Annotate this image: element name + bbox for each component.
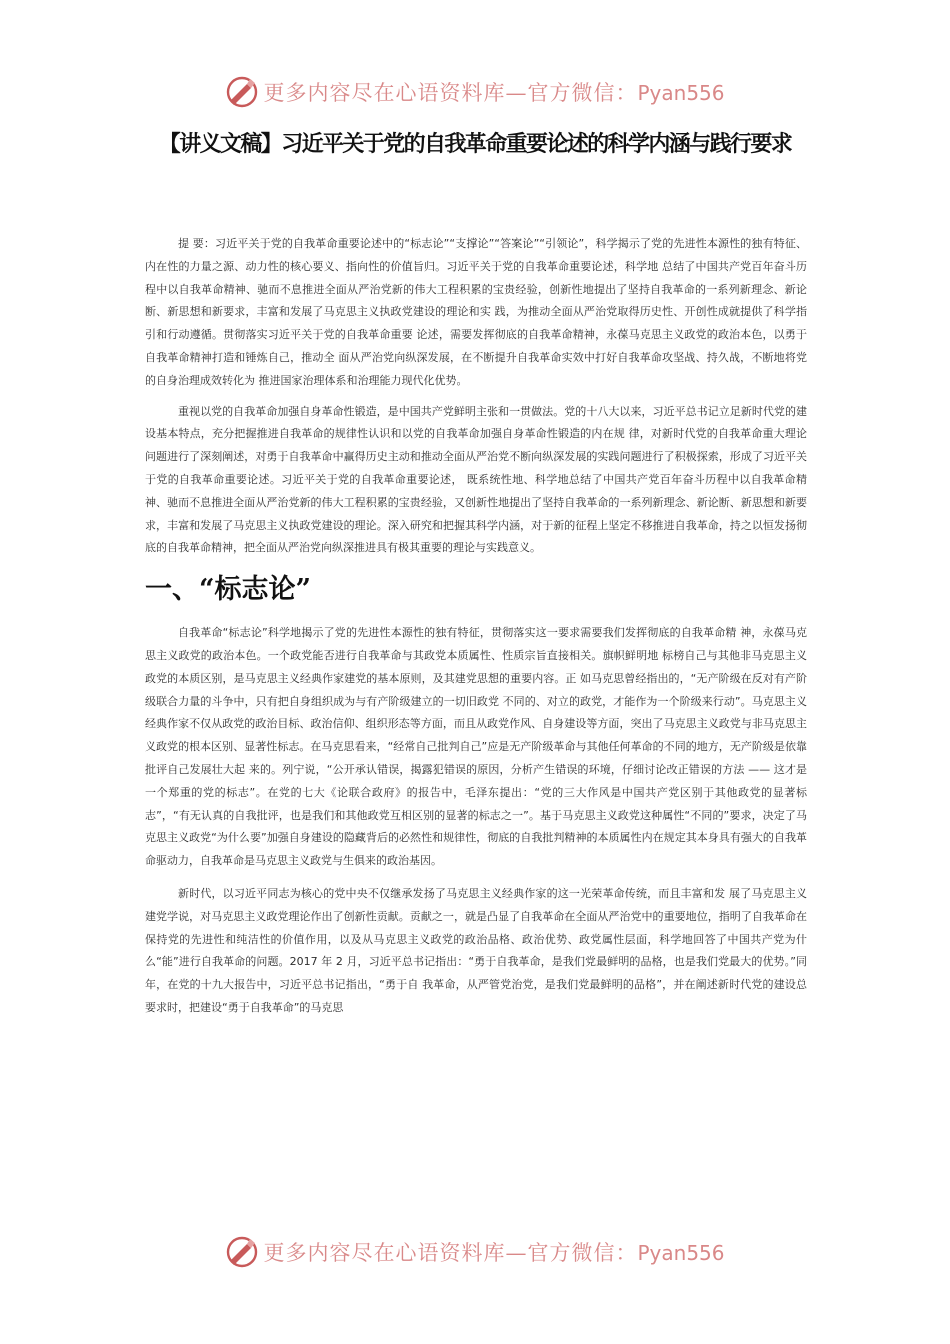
abstract-paragraph: 提 要：习近平关于党的自我革命重要论述中的“标志论”“支撑论”“答案论”“引领论”，科学揭示了党的先进性本源性的独有特征、内在性的力量之源、动力性的核心要义、指向性的价值旨归。习近平关于党的自我革命重要论述，科学地 总结了中国共产党百年奋斗历程中以自我革命精神、驰而不息推进全面从严治党新的伟大工程积累的宝贵经验，创新性地提出了坚持自我革命的一系列新理念、新论断、新思想和新要求，丰富和发展了马克思主义执政党建设的理论和实 践，为推动全面从严治党取得历史性、开创性成就提供了科学指引和行动遵循。贯彻落实习近平关于党的自我革命重要 论述，需要发挥彻底的自我革命精神，永葆马克思主义政党的政治本色，以勇于自我革命精神打造和锤炼自己，推动全 面从严治党向纵深发展，在不断提升自我革命实效中打好自我革命攻坚战、持久战，不断地将党的自身治理成效转化为 推进国家治理体系和治理能力现代化优势。 [145,237,807,387]
watermark-wechat-id: Pyan556 [637,81,725,105]
pen-logo-icon [225,75,259,109]
watermark-text [263,1237,724,1267]
watermark-header [0,72,950,112]
intro-paragraph: 重视以党的自我革命加强自身革命性锻造，是中国共产党鲜明主张和一贯做法。党的十八大以来，习近平总书记立足新时代党的建设基本特点，充分把握推进自我革命的规律性认识和以党的自我革命加强自身革命性锻造的内在规 律，对新时代党的自我革命重大理论问题进行了深刻阐述，对勇于自我革命中赢得历史主动和推动全面从严治党不断向纵深发展的实践问题进行了积极探索，形成了习近平关于党的自我革命重要论述。习近平关于党的自我革命重要论述， 既系统性地、科学地总结了中国共产党百年奋斗历程中以自我革命精神、驰而不息推进全面从严治党新的伟大工程积累的宝贵经验，又创新性地提出了坚持自我革命的一系列新理念、新论断、新思想和新要求，丰富和发展了马克思主义执政党建设的理论。深入研究和把握其科学内涵，对于新的征程上坚定不移推进自我革命，持之以恒发扬彻底的自我革命精神，把全面从严治党向纵深推进具有极其重要的理论与实践意义。 [145,404,807,555]
document-body [145,233,807,1020]
body-paragraph: 自我革命“标志论”科学地揭示了党的先进性本源性的独有特征，贯彻落实这一要求需要我们发挥彻底的自我革命精 神，永葆马克思主义政党的政治本色。一个政党能否进行自我革命与其政党本质属性、性质宗旨直接相关。旗帜鲜明地 标榜自己与其他非马克思主义政党的本质区别，是马克思主义经典作家建党的基本原则，及其建党思想的重要内容。正 如马克思曾经指出的，“无产阶级在反对有产阶级联合力量的斗争中，只有把自身组织成为与有产阶级建立的一切旧政党 不同的、对立的政党，才能作为一个阶级来行动”。马克思主义经典作家不仅从政党的政治目标、政治信仰、组织形态等方面，而且从政党作风、自身建设等方面，突出了马克思主义政党与非马克思主义政党的根本区别、显著性标志。在马克思看来，“经常自己批判自己”应是无产阶级革命与其他任何革命的不同的地方，无产阶级是依靠批评自己发展壮大起 来的。列宁说，“公开承认错误，揭露犯错误的原因，分析产生错误的环境，仔细讨论改正错误的方法 —— 这才是一个郑重的党的标志”。在党的七大《论联合政府》的报告中，毛泽东提出：“党的三大作风是中国共产党区别于其他政党的显著标志”，“有无认真的自我批评，也是我们和其他政党互相区别的显著的标志之一”。基于马克思主义政党这种属性“不同的”要求，决定了马克思主义政党“为什么要”加强自身建设的隐藏背后的必然性和规律性，彻底的自我批判精神的本质属性内在规定其本身具有强大的自我革命驱动力，自我革命是马克思主义政党与生俱来的政治基因。 [145,626,807,868]
body-paragraph: 新时代，以习近平同志为核心的党中央不仅继承发扬了马克思主义经典作家的这一光荣革命传统，而且丰富和发 展了马克思主义建党学说，对马克思主义政党理论作出了创新性贡献。贡献之一，就是凸显了自我革命在全面从严治党中的重要地位，指明了自我革命在保持党的先进性和纯洁性的价值作用，以及从马克思主义政党的政治品格、政治优势、政党属性层面，科学地回答了中国共产党为什么“能”进行自我革命的问题。2017 年 2 月，习近平总书记指出：“勇于自我革命，是我们党最鲜明的品格，也是我们党最大的优势。”同年，在党的十九大报告中，习近平总书记指出，“勇于自 我革命，从严管党治党，是我们党最鲜明的品格”，并在阐述新时代党的建设总要求时，把建设“勇于自我革命”的马克思 [145,886,807,1014]
watermark-wechat-id: Pyan556 [637,1241,725,1265]
watermark-text [263,77,724,107]
watermark-footer [0,1232,950,1272]
document-title: 【讲义文稿】习近平关于党的自我革命重要论述的科学内涵与践行要求 [158,132,792,157]
pen-logo-icon [225,1235,259,1269]
watermark-slogan: 更多内容尽在心语资料库—官方微信： [263,1241,638,1265]
watermark-slogan: 更多内容尽在心语资料库—官方微信： [263,81,638,105]
section-heading: 一、“标志论” [145,574,312,606]
